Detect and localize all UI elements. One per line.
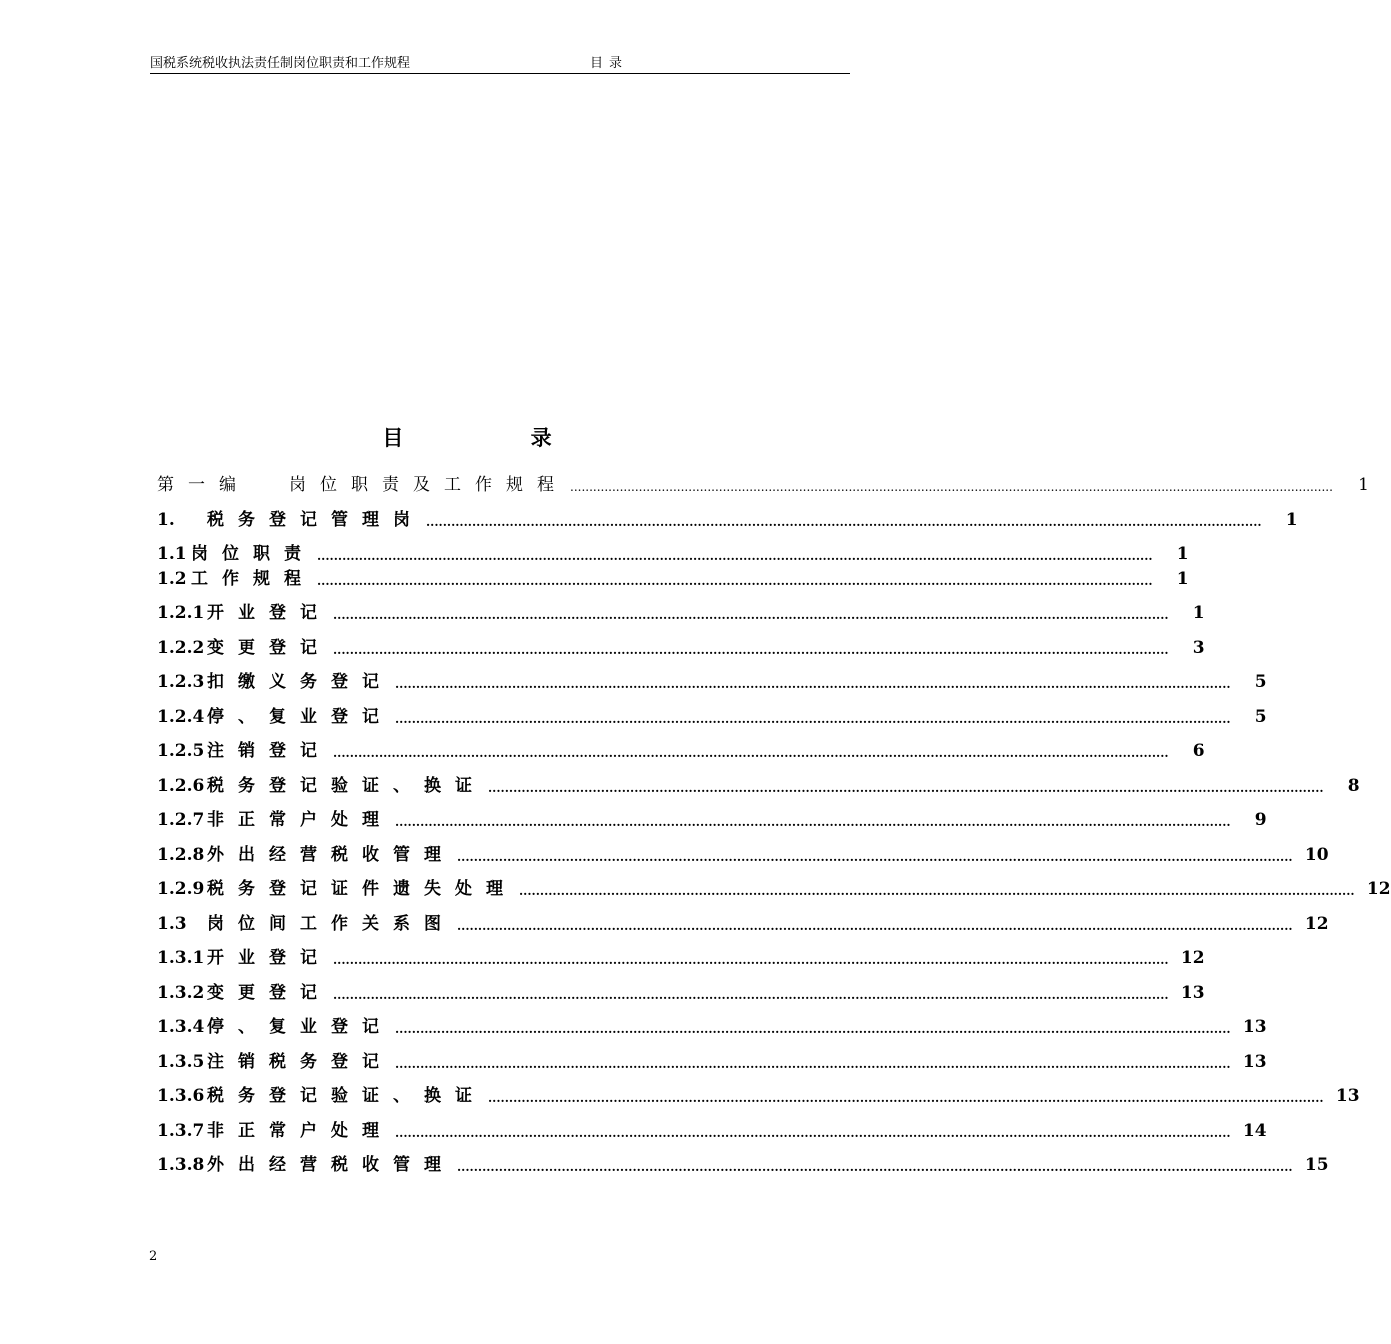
toc-title: 目 录 [382,425,612,450]
toc-entry[interactable] [157,982,1205,1004]
toc-leader-dots: ........................................................................................................................................................................................................ [457,919,1293,933]
toc-entry-title: 注销登记 [207,741,331,761]
toc-entry-title: 外出经营税收管理 [207,1155,455,1175]
header-document-title: 国税系统税收执法责任制岗位职责和工作规程 [150,56,411,71]
toc-entry-number: 1.2 [157,569,187,589]
toc-entry-number: 1.3.7 [157,1121,205,1141]
toc-entry-page: 1 [1176,544,1189,564]
toc-entry-number: 第一编 [157,475,250,495]
toc-entry-page: 1 [1192,603,1205,623]
toc-entry[interactable] [157,509,1298,531]
toc-entry-title: 停、复业登记 [207,707,393,727]
toc-leader-dots: ........................................................................................................................................................................................................ [426,515,1262,529]
toc-entry-page: 12 [1180,948,1205,968]
toc-entry-number: 1.2.2 [157,638,205,658]
toc-entry[interactable] [157,706,1267,728]
toc-entry-page: 13 [1180,983,1205,1003]
toc-entry-page: 5 [1254,707,1267,727]
toc-leader-dots: ........................................................................................................................................................................................................ [395,1057,1231,1071]
toc-entry[interactable] [157,775,1360,797]
toc-entry[interactable] [157,637,1205,659]
toc-entry-number: 1.3.8 [157,1155,205,1175]
toc-entry[interactable] [157,809,1267,831]
toc-entry-title: 税务登记证件遗失处理 [207,879,517,899]
toc-entry-title: 变更登记 [207,983,331,1003]
toc-entry-number: 1. [157,510,175,530]
toc-entry-title: 注销税务登记 [207,1052,393,1072]
toc-entry-number: 1.2.4 [157,707,205,727]
toc-entry-page: 15 [1304,1155,1329,1175]
toc-leader-dots: ........................................................................................................................................................................................................ [488,1091,1324,1105]
toc-entry-number: 1.3 [157,914,187,934]
toc-entry[interactable] [157,740,1205,762]
toc-entry[interactable] [157,1085,1360,1107]
toc-entry-title: 岗位职责 [191,544,315,564]
toc-leader-dots: ........................................................................................................................................................................................................ [395,677,1231,691]
toc-leader-dots: ........................................................................................................................................................................................................ [317,574,1153,588]
toc-leader-dots: ........................................................................................................................................................................................................ [570,480,1333,494]
toc-leader-dots: ........................................................................................................................................................................................................ [333,988,1169,1002]
toc-entry-number: 1.2.1 [157,603,205,623]
toc-entry-title: 非正常户处理 [207,1121,393,1141]
toc-entry-page: 14 [1242,1121,1267,1141]
toc-entry-title: 岗位职责及工作规程 [289,475,568,495]
toc-leader-dots: ........................................................................................................................................................................................................ [395,815,1231,829]
toc-entry-page: 9 [1254,810,1267,830]
toc-entry-title: 税务登记验证、换证 [207,1086,486,1106]
toc-entry-page: 1 [1285,510,1298,530]
toc-entry-number: 1.2.6 [157,776,205,796]
toc-entry-page: 1 [1176,569,1189,589]
toc-entry-number: 1.2.3 [157,672,205,692]
toc-entry-page: 5 [1254,672,1267,692]
toc-entry[interactable] [157,1051,1267,1073]
toc-entry-title: 岗位间工作关系图 [207,914,455,934]
toc-entry-page: 3 [1192,638,1205,658]
toc-entry[interactable] [157,602,1205,624]
toc-entry-title: 停、复业登记 [207,1017,393,1037]
toc-leader-dots: ........................................................................................................................................................................................................ [488,781,1324,795]
toc-entry-title: 非正常户处理 [207,810,393,830]
toc-entry[interactable] [157,568,1189,590]
toc-entry[interactable] [157,1154,1329,1176]
toc-entry-page: 13 [1242,1017,1267,1037]
toc-entry-number: 1.1 [157,544,187,564]
toc-leader-dots: ........................................................................................................................................................................................................ [395,1022,1231,1036]
toc-entry[interactable] [157,671,1267,693]
toc-entry-number: 1.2.5 [157,741,205,761]
toc-entry-title: 税务登记管理岗 [207,510,424,530]
toc-entry[interactable] [157,913,1329,935]
toc-entry-number: 1.2.8 [157,845,205,865]
toc-entry-title: 税务登记验证、换证 [207,776,486,796]
toc-entry[interactable] [157,1120,1267,1142]
toc-entry-page: 10 [1304,845,1329,865]
toc-leader-dots: ........................................................................................................................................................................................................ [317,549,1153,563]
toc-entry[interactable] [157,878,1391,900]
toc-entry-title: 开业登记 [207,603,331,623]
toc-leader-dots: ........................................................................................................................................................................................................ [395,1126,1231,1140]
toc-entry-number: 1.2.9 [157,879,205,899]
toc-entry[interactable] [157,1016,1267,1038]
toc-leader-dots: ........................................................................................................................................................................................................ [457,850,1293,864]
toc-leader-dots: ........................................................................................................................................................................................................ [519,884,1355,898]
header-section-name: 目录 [590,56,629,71]
toc-entry-title: 工作规程 [191,569,315,589]
toc-entry[interactable] [157,543,1189,565]
toc-entry[interactable] [157,947,1205,969]
toc-leader-dots: ........................................................................................................................................................................................................ [333,746,1169,760]
toc-entry-page: 8 [1347,776,1360,796]
toc-entry-number: 1.2.7 [157,810,205,830]
toc-leader-dots: ........................................................................................................................................................................................................ [333,608,1169,622]
toc-leader-dots: ........................................................................................................................................................................................................ [457,1160,1293,1174]
toc-entry-page: 6 [1192,741,1205,761]
toc-entry-number: 1.3.4 [157,1017,205,1037]
toc-entry-number: 1.3.1 [157,948,205,968]
toc-entry-page: 13 [1242,1052,1267,1072]
toc-entry-number: 1.3.5 [157,1052,205,1072]
toc-leader-dots: ........................................................................................................................................................................................................ [333,953,1169,967]
toc-entry[interactable] [157,844,1329,866]
toc-entry-title: 外出经营税收管理 [207,845,455,865]
toc-entry-page: 13 [1335,1086,1360,1106]
toc-entry-page: 12 [1304,914,1329,934]
toc-leader-dots: ........................................................................................................................................................................................................ [395,712,1231,726]
toc-entry-number: 1.3.2 [157,983,205,1003]
page-header [150,55,850,74]
toc-entry-title: 扣缴义务登记 [207,672,393,692]
toc-entry-page: 12 [1366,879,1391,899]
toc-leader-dots: ........................................................................................................................................................................................................ [333,643,1169,657]
page-number: 2 [149,1249,158,1264]
toc-entry-title: 开业登记 [207,948,331,968]
toc-entry[interactable] [157,474,1369,496]
toc-entry-title: 变更登记 [207,638,331,658]
toc-entry-number: 1.3.6 [157,1086,205,1106]
toc-entry-page: 1 [1358,475,1369,495]
